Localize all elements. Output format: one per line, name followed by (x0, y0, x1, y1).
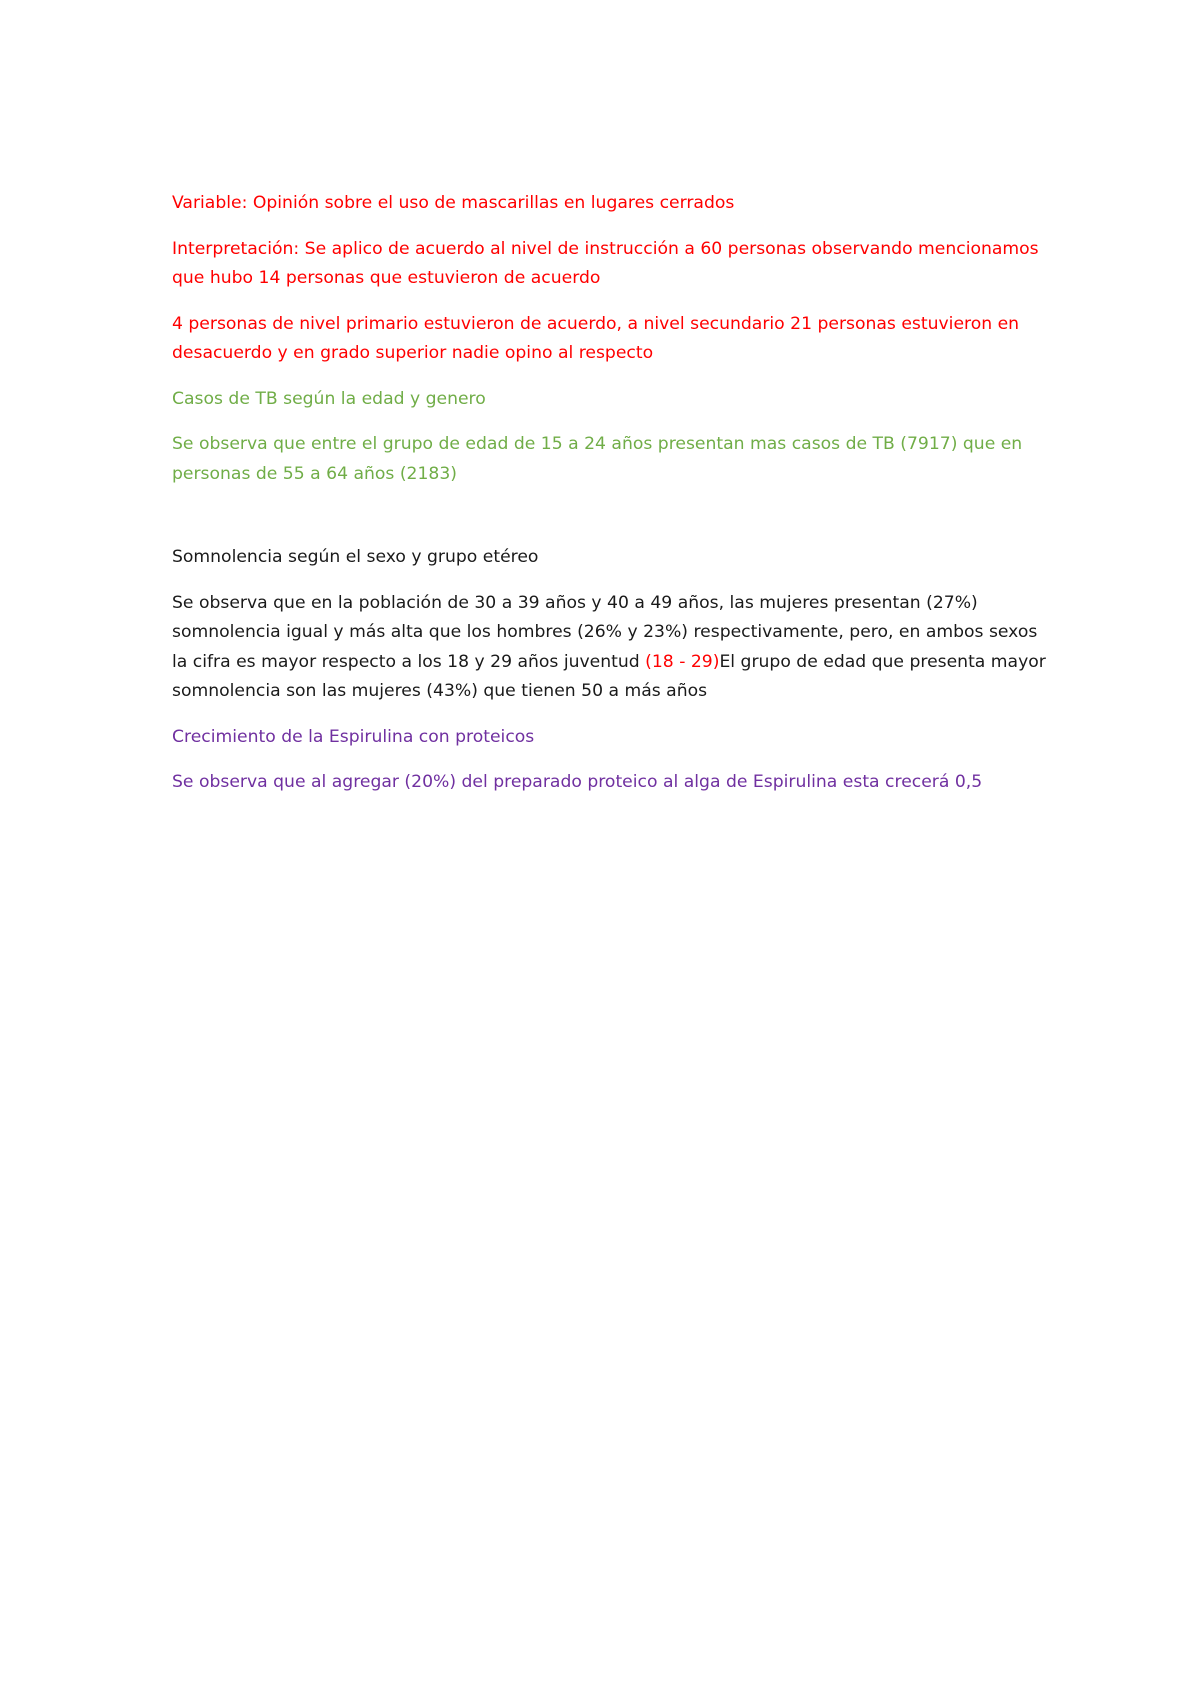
espirulina-title: Crecimiento de la Espirulina con proteicos (172, 726, 535, 747)
espirulina-text: Se observa que al agregar (20%) del preparado proteico al alga de Espirulina esta crecerá 0,5 (172, 772, 983, 792)
somnolencia-highlight: (18 - 29) (645, 651, 720, 672)
mascarillas-detail: 4 personas de nivel primario estuvieron de acuerdo, a nivel secundario 21 personas estuvieron en desacuerdo y en grado superior nadie opino al respecto (172, 313, 1020, 363)
interpretation-label: Interpretación: (172, 238, 300, 259)
tb-text: Se observa que entre el grupo de edad de 15 a 24 años presentan mas casos de TB (7917) que en personas de 55 a 64 años (2183) (172, 434, 1023, 484)
mascarillas-interpretation (172, 235, 1052, 294)
somnolencia-text-part2: El grupo de edad que presenta mayor somnolencia son las mujeres (43%) que tienen 50 a más años (172, 651, 1046, 701)
somnolencia-title: Somnolencia según el sexo y grupo etéreo (172, 547, 539, 567)
mascarillas-variable: Variable: Opinión sobre el uso de mascarillas en lugares cerrados (172, 193, 735, 213)
somnolencia-text-part1: Se observa que en la población de 30 a 39 años y 40 a 49 años, las mujeres presentan (27%) somnolencia igual y más alta que los hombres (26% y 23%) respectivamente, pero, en ambos sexos la cifra es mayor respecto a los 18 y 29 años juventud (172, 592, 1038, 672)
tb-title: Casos de TB según la edad y genero (172, 388, 486, 409)
somnolencia-text (172, 589, 1052, 707)
document-body (172, 189, 1052, 814)
interpretation-text: Se aplico de acuerdo al nivel de instrucción a 60 personas observando mencionamos que hubo 14 personas que estuvieron de acuerdo (172, 238, 1039, 288)
blank-line (172, 505, 1052, 543)
